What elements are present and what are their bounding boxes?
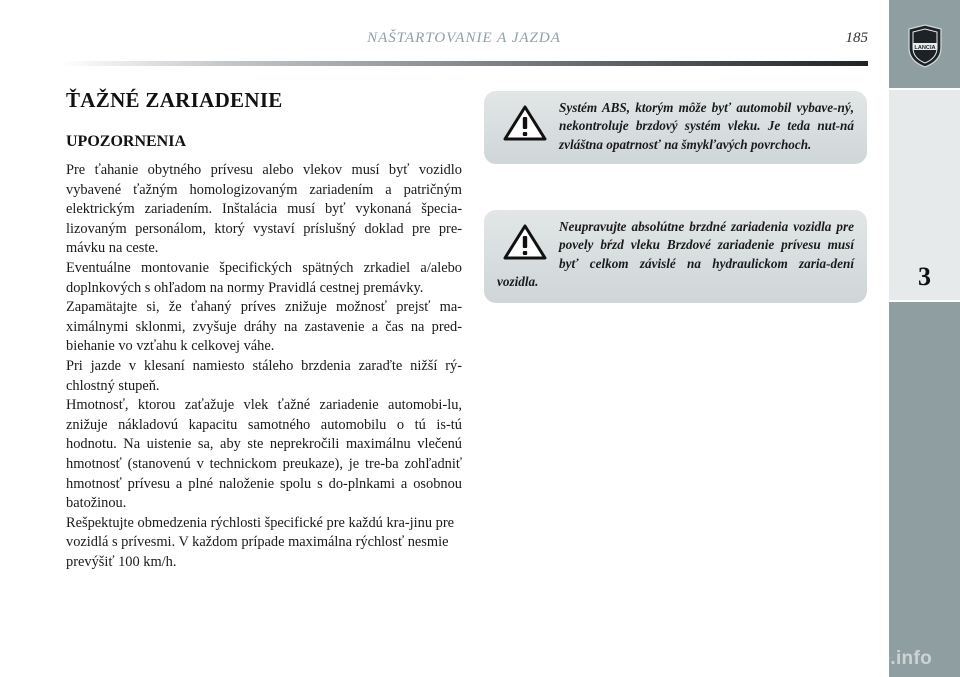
lancia-logo-icon <box>907 24 943 68</box>
paragraph: Eventuálne montovanie špecifických spätných zrkadiel a/alebo doplnkových s ohľadom na normy Pravidlá cestnej premávky. <box>66 259 462 296</box>
watermark: carmanualsonline.info <box>724 648 932 669</box>
sidebar-divider <box>889 300 960 302</box>
running-head <box>60 30 868 52</box>
warning-triangle-icon <box>503 224 547 260</box>
warning-box-brakes <box>484 210 867 303</box>
header-rule <box>60 61 868 66</box>
paragraph: Hmotnosť, ktorou zaťažuje vlek ťažné zariadenie automobi-lu, znižuje nákladovú kapacitu samotného automobilu o tú is-tú hodnotu. Na uistenie sa, aby ste neprekročili maximálnu vlečenú hmotnosť (stanovenú v technickom preukaze), je tre-ba zohľadniť hmotnosť prívesu a plné naloženie spolu s do-plnkami a osobnou batožinou. <box>66 397 462 512</box>
subsection-title: UPOZORNENIA <box>66 133 187 150</box>
paragraph: Pri jazde v klesaní namiesto stáleho brzdenia zaraďte nižší rý-chlostný stupeň. <box>66 357 462 394</box>
page-number: 185 <box>845 30 868 46</box>
warning-text: Systém ABS, ktorým môže byť automobil vybave-ný, nekontroluje brzdový systém vleku. Je teda nut-ná zvláštna opatrnosť na šmykľavých povrchoch. <box>559 100 854 152</box>
paragraph: Rešpektujte obmedzenia rýchlosti špecifické pre každú kra-jinu pre vozidlá s prívesmi. V každom prípade maximálna rýchlosť nesmie prevýšiť 100 km/h. <box>66 514 454 570</box>
running-title: NAŠTARTOVANIE A JAZDA <box>367 30 561 46</box>
chapter-sidebar <box>889 0 960 677</box>
section-title: ŤAŽNÉ ZARIADENIE <box>66 88 283 112</box>
paragraph: Zapamätajte si, že ťahaný príves znižuje možnosť prejsť ma-ximálnymi sklonmi, zvyšuje dráhy na zastavenie a čas na pred-biehanie vo vzťahu k celkovej váhe. <box>66 299 462 355</box>
warning-box-abs <box>484 91 867 164</box>
warning-triangle-icon <box>503 105 547 141</box>
svg-text:LANCIA: LANCIA <box>914 44 936 51</box>
paragraph: Pre ťahanie obytného prívesu alebo vlekov musí byť vozidlo vybavené ťažným homologizovaným zariadením a patričným elektrickým zariadením. Inštalácia musí byť vykonaná špecia-lizovaným personálom, ktorý vystaví príslušný doklad pre pre-mávku na ceste. <box>66 162 462 257</box>
chapter-number: 3 <box>918 262 931 291</box>
body-text <box>66 161 462 572</box>
warning-text: Neupravujte absolútne brzdné zariadenia vozidla pre povely bŕzd vleku Brzdové zariadenie prívesu musí byť celkom závislé na hydraulickom zaria-dení vozidla. <box>497 219 854 289</box>
